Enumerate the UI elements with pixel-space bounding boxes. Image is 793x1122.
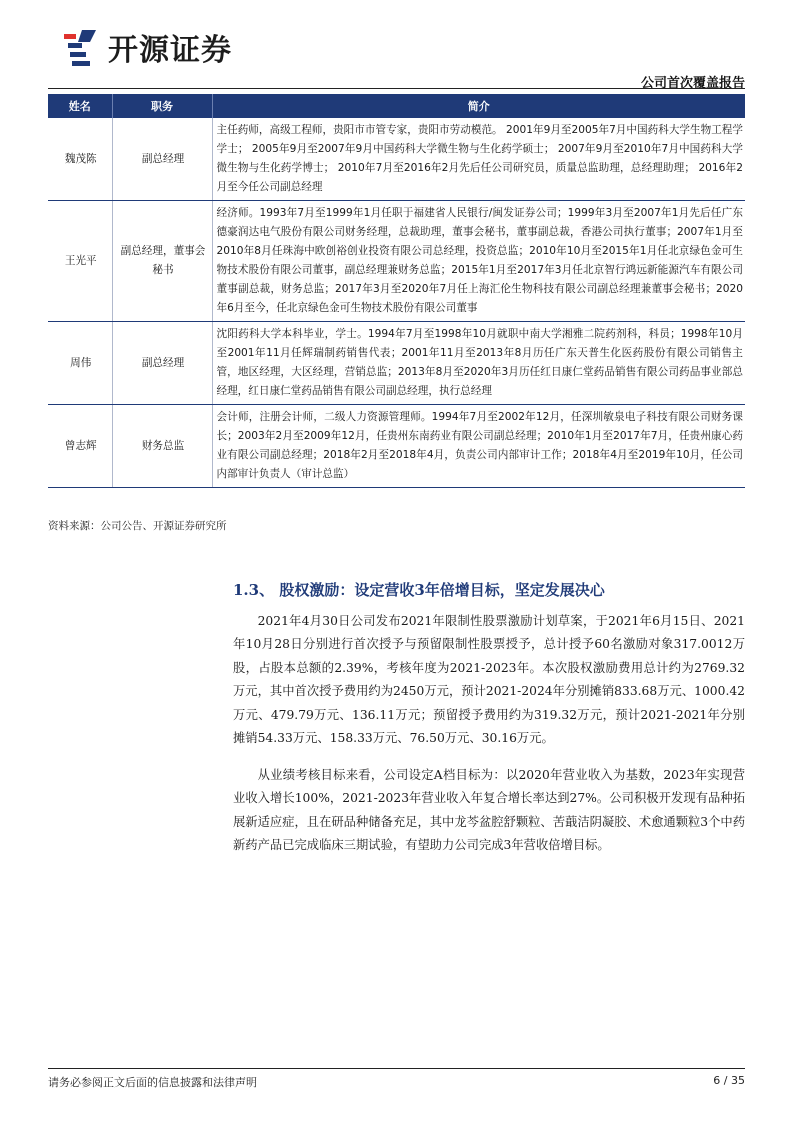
cell-bio: 主任药师，高级工程师，贵阳市市管专家，贵阳市劳动模范。 2001年9月至2005年7月中国药科大学生物工程学学士； 2005年9月至2007年9月中国药科大学微生物与生化药学硕士； 2007年9月至2010年7月中国药科大学微生物与生化药学博士； 2010年7月至2016年2月先后任公司研究员，质量总监助理，总经理助理； 2016年2月至今任公司副总经理 <box>212 118 745 201</box>
cell-bio: 沈阳药科大学本科毕业，学士。1994年7月至1998年10月就职中南大学湘雅二院药剂科，科员；1998年10月至2001年11月任辉瑞制药销售代表；2001年11月至2013年8月历任广东天普生化医药股份有限公司销售主管，地区经理，大区经理，营销总监；2013年8月至2020年3月历任红日康仁堂药品销售有限公司药品事业部总经理，红日康仁堂药品销售有限公司副总经理，执行总经理 <box>212 322 745 405</box>
body-paragraph: 2021年4月30日公司发布2021年限制性股票激励计划草案，于2021年6月15日、2021年10月28日分别进行首次授予与预留限制性股票授予，总计授予60名激励对象317.0012万股，占股本总额的2.39%，考核年度为2021-2023年。本次股权激励费用总计约为2769.32万元，其中首次授予费用约为2450万元，预计2021-2024年分别摊销833.68万元、1000.42万元、479.79万元、136.11万元；预留授予费用约为319.32万元，预计2021-2021年分别摊销54.33万元、158.33万元、76.50万元、30.16万元。 <box>233 614 745 746</box>
column-header-position: 职务 <box>112 94 212 118</box>
cell-bio: 经济师。1993年7月至1999年1月任职于福建省人民银行/闽发证券公司；1999年3月至2007年1月先后任广东德豪润达电气股份有限公司财务经理，总裁助理，董事会秘书，董事副总裁，香港公司执行董事；2007年1月至2010年8月任珠海中欧创裕创业投资有限公司总经理，投资总监；2010年10月至2015年1月任北京绿色金可生物技术股份有限公司董事，副总经理兼财务总监；2015年1月至2017年3月任北京智行鸿远新能源汽车有限公司董事副总裁，财务总监；2017年3月至2020年7月任上海汇伦生物科技有限公司副总经理兼董事会秘书；2020年6月至今，任北京绿色金可生物技术股份有限公司董事 <box>212 201 745 322</box>
column-header-name: 姓名 <box>48 94 112 118</box>
cell-name: 王光平 <box>48 201 112 322</box>
body-paragraph: 从业绩考核目标来看，公司设定A档目标为：以2020年营业收入为基数，2023年实现营业收入增长100%，2021-2023年营业收入年复合增长率达到27%。公司积极开发现有品种拓展新适应症，且在研品种储备充足，其中龙芩盆腔舒颗粒、苦蕺洁阴凝胶、术愈通颗粒3个中药新药产品已完成临床三期试验，有望助力公司完成3年营收倍增目标。 <box>233 768 745 853</box>
section-title: 股权激励：设定营收3年倍增目标，坚定发展决心 <box>279 581 605 599</box>
brand-name: 开源证券 <box>108 33 232 68</box>
cell-position: 副总经理，董事会秘书 <box>112 201 212 322</box>
report-type-label: 公司首次覆盖报告 <box>640 76 745 91</box>
footer-disclaimer: 请务必参阅正文后面的信息披露和法律声明 <box>48 1076 257 1089</box>
section-number: 1.3、 <box>233 581 275 599</box>
table-row <box>48 322 745 405</box>
header-divider <box>48 88 745 89</box>
table-row <box>48 405 745 488</box>
cell-name: 魏茂陈 <box>48 118 112 201</box>
footer-divider <box>48 1068 745 1069</box>
cell-position: 财务总监 <box>112 405 212 488</box>
source-note: 资料来源：公司公告、开源证券研究所 <box>48 520 227 532</box>
section-heading <box>233 579 605 600</box>
cell-name: 周伟 <box>48 322 112 405</box>
table-header-row <box>48 94 745 118</box>
table-row <box>48 201 745 322</box>
cell-bio: 会计师，注册会计师，二级人力资源管理师。1994年7月至2002年12月，任深圳敏泉电子科技有限公司财务课长；2003年2月至2009年12月，任贵州东南药业有限公司副总经理；2010年1月至2017年7月，任贵州康心药业有限公司副总经理；2018年2月至2018年4月，负责公司内部审计工作；2018年4月至2019年10月，任公司内部审计负责人（审计总监） <box>212 405 745 488</box>
column-header-bio: 简介 <box>212 94 745 118</box>
management-table <box>48 94 745 488</box>
cell-position: 副总经理 <box>112 322 212 405</box>
table-row <box>48 118 745 201</box>
brand-logo <box>60 26 232 68</box>
cell-position: 副总经理 <box>112 118 212 201</box>
page-number: 6 / 35 <box>713 1074 745 1087</box>
brand-logo-icon <box>60 26 100 68</box>
cell-name: 曾志辉 <box>48 405 112 488</box>
